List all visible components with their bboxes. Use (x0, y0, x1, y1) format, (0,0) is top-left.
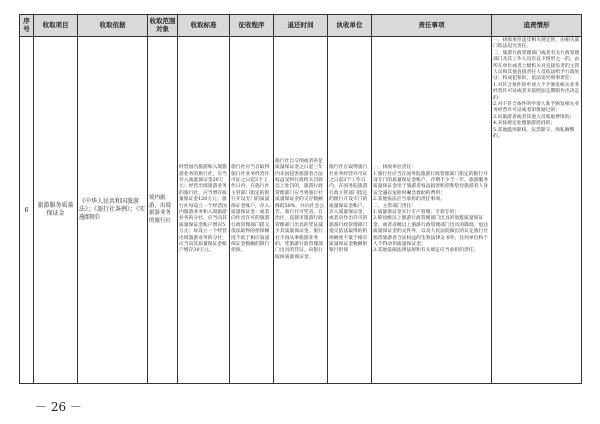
header-procedure: 征收程序 (230, 15, 274, 37)
cell-item: 旅游服务质量保证金 (34, 37, 78, 384)
cell-return-time: 旅行社自交纳或者补足质量保证金之日起三年内未因侵害旅游者合法权益受到行政机关罚款以上处罚的，旅游行政管理部门应当将旅行社质量保证金的交存数额降低50%，并向社会公告。旅行社可凭省、自治区、直辖市旅游行政管理部门出具的凭证减少其质量保证金。旅行社不再从事旅游业务的，凭旅游行政管理部门出具的凭证，向银行取回质量保证金。 (274, 37, 328, 384)
header-item: 收取项目 (34, 15, 78, 37)
cell-standard: 经营国内旅游和入境旅游业务的旅行社，应当存入质量保证金20万元；经营出境旅游业务的旅行社，应当增存质量保证金120万元；旅行社每设立一个经营国内旅游业务和入境旅游业务的分社，应当向其质量保证金账户增存5万元；每设立一个经营出境旅游业务的分社，应当向其质量保证金账户增存30万元。 (178, 37, 230, 384)
header-duties: 责任事项 (372, 15, 492, 37)
header-row (20, 15, 582, 37)
cell-duties: 一、执收单位责任： 1.旅行社应当在国务院旅游行政管理部门指定的银行开设专门的质量保证金账户，存期不少于一年，旅游服务质量保证金用于旅游者权益损害赔偿和垫付旅游者人身安全遇有危险时紧急救助的费用； 2.其他依法应当承担的责任事项。 二、主管部门责任： 1.质量保证金实行专户管理，专款专用； 2.除县级以上旅游行政管理部门出具的划拨质量保证金，或者省级以上旅游行政管理部门出具的降低、退还质量保证金的文件外，以及人民法院做出的认定旅行社损害旅游者合法权益的生效法律文书外，任何单位和个人不得动用质量保证金； 3.其他依据法律法规和有关规定应当承担的责任。 (372, 37, 492, 384)
cell-procedure: 旅行社应当自取得旅行社业务经营许可证之日起3个工作日内，在旅行社主管部门指定的银行开设专门的质量保证金账户，存入质量保证金；或者向作出许可的旅游行政管理部门提交依法取得的担保额度不低于相应质量保证金数额的银行担保。 (230, 37, 274, 384)
header-return-time: 退还时间 (274, 15, 328, 37)
header-executor: 执收单位 (328, 15, 372, 37)
cell-executor: 旅行社在取得旅行社业务经营许可证之日起3个工作日内，在国务院旅游行政主管部门指定的银行开设专门的质量保证金账户，存入质量保证金，或者向作出许可的旅游行政管理部门提交依法取得的担保额度不低于相应质量保证金数额的银行担保 (328, 37, 372, 384)
table-row (20, 37, 582, 384)
header-standard: 收取标准 (178, 15, 230, 37)
page-number: － 26 － (35, 400, 82, 414)
header-accountability: 追责情形 (492, 15, 582, 37)
header-scope: 收取范围对象 (148, 15, 178, 37)
cell-scope: 境内旅游、出境旅游业务的旅行社 (148, 37, 178, 384)
cell-seq: 6 (20, 37, 34, 384)
header-seq: 序号 (20, 15, 34, 37)
cell-basis: 《中华人民共和国旅游法》；《旅行社条例》；《实施细则》 (78, 37, 148, 384)
fee-table (19, 14, 582, 384)
cell-accountability: 一、执收单位违反相关规定的，由相关部门依法追究责任。 二、旅游行政管理部门或者有关行政管理部门及其工作人员有以下情形之一的，由所在单位或者上级机关对直接负责的主管人员和其他直接责任人员依法给予行政处分；构成犯罪的，依法追究刑事责任： 1.对符合条件的申请人不予颁发相关业务经营许可证或者未依照法定期限作出决定的； 2.对不符合条件的申请人准予颁发相关业务经营许可证或者审批通过的； 3.向旅游者或者其他人员收取费用的； 4.未按规定处理旅游投诉的； 5.其他滥用职权、玩忽职守、徇私舞弊的。 (492, 37, 582, 384)
header-basis: 收取依据 (78, 15, 148, 37)
